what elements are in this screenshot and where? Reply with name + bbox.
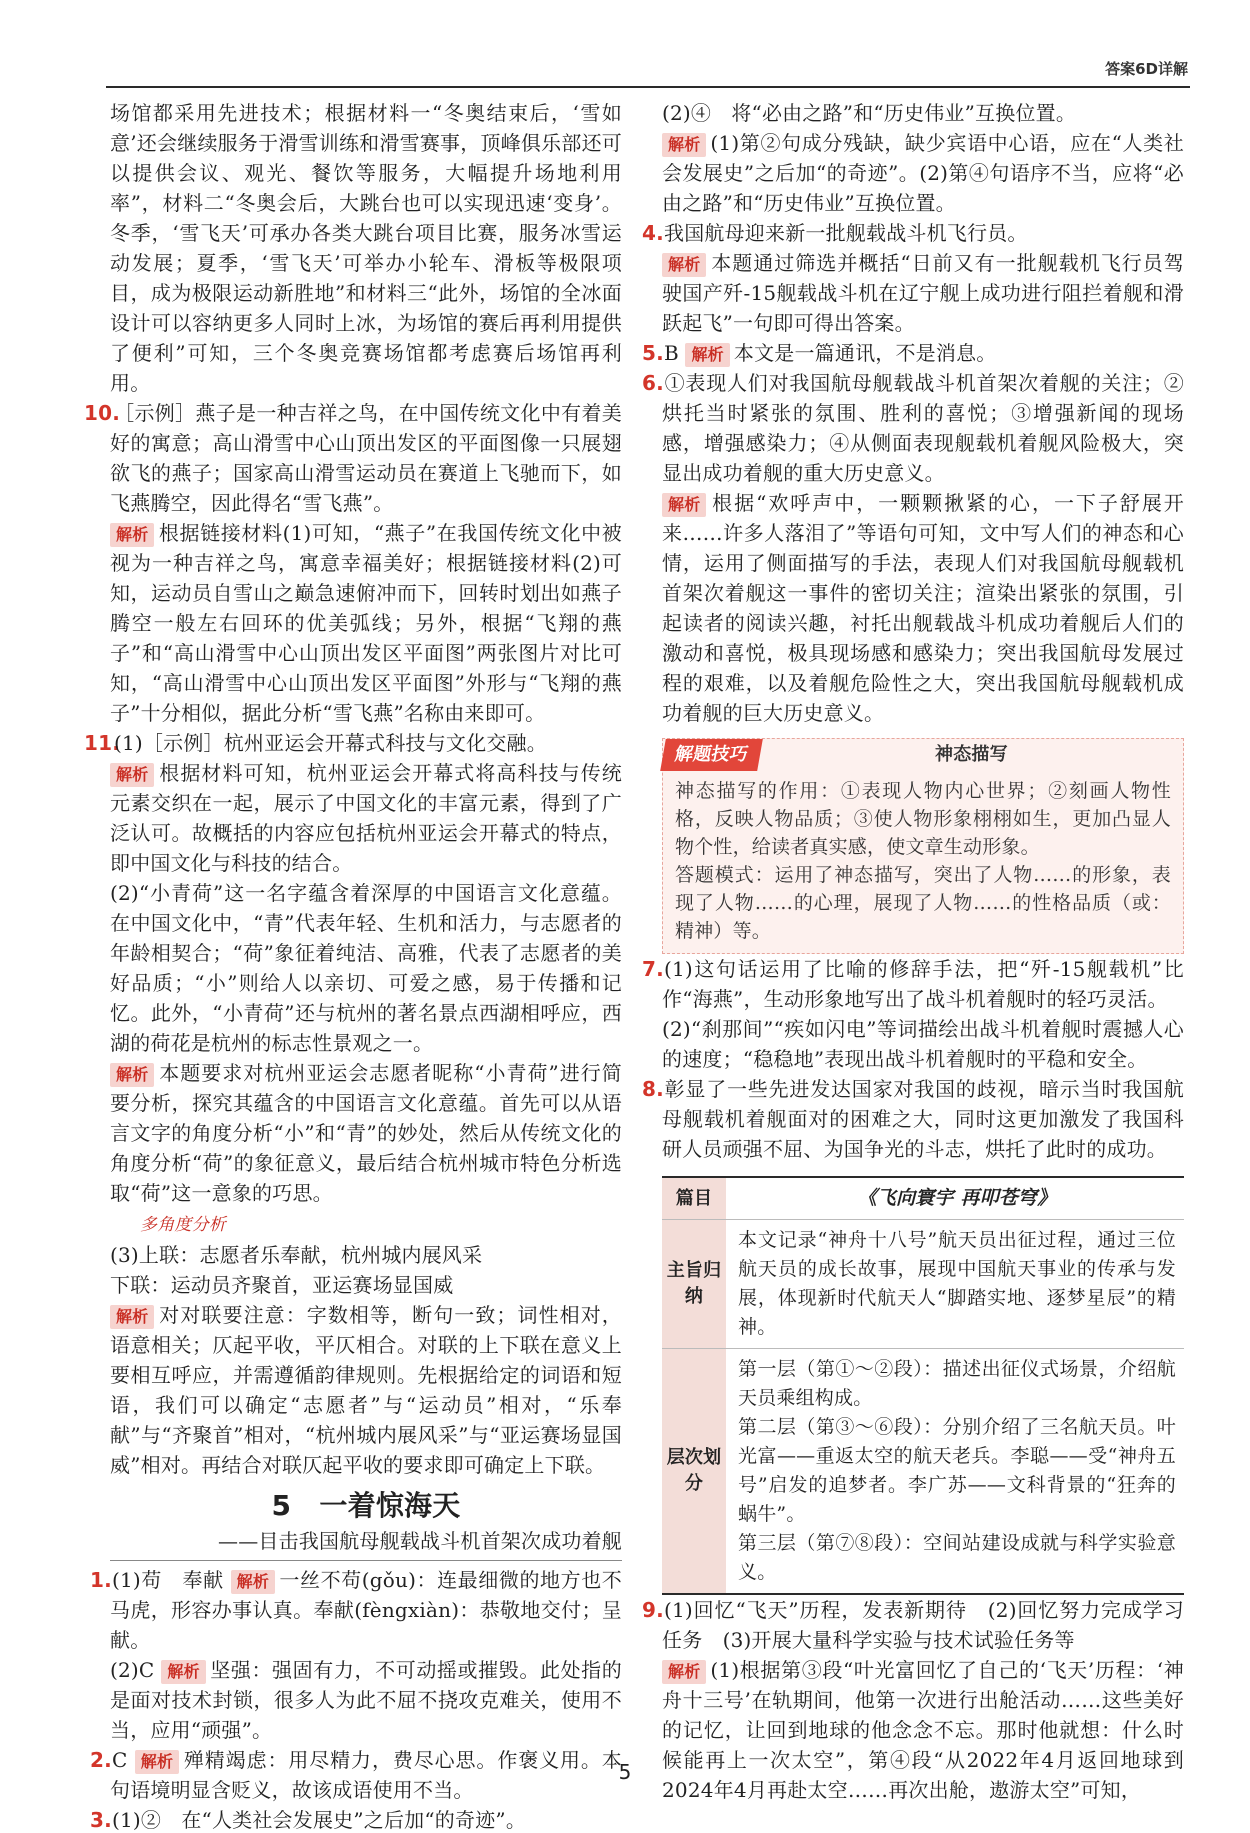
question-number: 4. (642, 221, 664, 245)
outline-row (662, 1349, 1184, 1593)
question-number: 7. (642, 957, 664, 981)
answer-3-2: (2)④ 将“必由之路”和“历史伟业”互换位置。 (662, 101, 1077, 125)
theme-text: 本文记录“神舟十八号”航天员出征过程，通过三位航天员的成长故事，展现中国航天事业的传承与发展，体现新时代航天人“脚踏实地、逐梦星辰”的精神。 (738, 1229, 1176, 1338)
layers-content (726, 1349, 1184, 1593)
question-3: 3.(1)② 在“人类社会发展史”之后加“的奇迹”。 (110, 1805, 622, 1833)
analysis-10 (110, 518, 622, 728)
question-7: 7.(1)这句话运用了比喻的修辞手法，把“歼-15舰载机”比作“海燕”，生动形象地写出了战斗机着舰时的轻巧灵活。 (662, 954, 1184, 1014)
analysis-4: 解析 本题通过筛选并概括“日前又有一批舰载机飞行员驾驶国产歼-15舰载战斗机在辽宁舰上成功进行阻拦着舰和滑跃起飞”一句即可得出答案。 (662, 251, 1184, 335)
analysis-tag: 解析 (110, 1305, 154, 1329)
tips-box (662, 738, 1184, 954)
tips-text: 神态描写的作用：①表现人物内心世界；②刻画人物性格，反映人物品质；③使人物形象栩栩如生，更加凸显人物个性，给读者真实感，使文章生动形象。 (675, 780, 1171, 858)
tips-title: 神态描写 (935, 744, 1008, 765)
question-number: 10. (84, 401, 121, 425)
layer-text: 第三层（第⑦⑧段）：空间站建设成就与科学实验意义。 (738, 1532, 1176, 1583)
analysis-tag: 解析 (685, 343, 729, 367)
lesson-title: 5 一着惊海天 (271, 1489, 461, 1522)
analysis-text: 本题要求对杭州亚运会志愿者昵称“小青荷”进行简要分析，探究其蕴含的中国语言文化意蕴。首先可以从语言文字的角度分析“小”和“青”的妙处，然后从传统文化的角度分析“荷”的象征意义，最后结合杭州城市特色分析选取“荷”这一意象的巧思。 (110, 1061, 622, 1205)
page-header-label: 答案6D详解 (1105, 60, 1188, 78)
question-number: 2. (90, 1748, 112, 1772)
question-1: 1.(1)苟 奉献 解析 一丝不苟(gǒu)：连最细微的地方也不马虎，形容办事认真。奉献(fèngxiàn)：恭敬地交付；呈献。 (110, 1565, 622, 1655)
question-6: 6.①表现人们对我国航母舰载战斗机首架次着舰的关注；②烘托当时紧张的氛围、胜利的喜悦；③增强新闻的现场感，增强感染力；④从侧面表现舰载机着舰风险极大，突显出成功着舰的重大历史意义。 (662, 368, 1184, 488)
analysis-11-1 (110, 758, 622, 878)
analysis-tag: 解析 (110, 523, 154, 547)
page-number: 5 (618, 1760, 632, 1784)
question-2: 2.C 解析 殚精竭虑：用尽精力，费尽心思。作褒义用。本句语境明显含贬义，故该成语使用不当。 (110, 1745, 622, 1805)
lesson-subtitle: ——目击我国航母舰载战斗机首架次成功着舰 (110, 1526, 622, 1561)
question-number: 11. (84, 731, 121, 755)
right-column (642, 98, 1184, 1805)
answer-11-3a: (3)上联：志愿者乐奉献，杭州城内展风采 (110, 1243, 483, 1267)
outline-row (662, 1220, 1184, 1349)
question-9: 9.(1)回忆“飞天”历程，发表新期待 (2)回忆努力完成学习任务 (3)开展大量科学实验与技术试验任务等 (662, 1595, 1184, 1655)
analysis-11-2 (110, 1058, 622, 1208)
tips-header (663, 739, 1183, 771)
outline-row (662, 1178, 1184, 1220)
analysis-tag: 解析 (110, 763, 154, 787)
question-number: 8. (642, 1077, 664, 1101)
article-title: 《飞向寰宇 再叩苍穹》 (857, 1187, 1057, 1209)
answer-text: ［示例］燕子是一种吉祥之鸟，在中国传统文化中有着美好的寓意；高山滑雪中心山顶出发区的平面图像一只展翅欲飞的燕子；国家高山滑雪运动员在赛道上飞驰而下，如飞燕腾空，因此得名“雪飞燕”。 (110, 401, 622, 515)
question-8: 8.彰显了一些先进发达国家对我国的歧视，暗示当时我国航母舰载机着舰面对的困难之大，同时这更加激发了我国科研人员顽强不屈、为国争光的斗志，烘托了此时的成功。 (662, 1074, 1184, 1164)
question-4: 4.我国航母迎来新一批舰载战斗机飞行员。 (662, 218, 1184, 248)
analysis-tag: 解析 (662, 1660, 706, 1684)
question-10 (84, 398, 622, 518)
question-number: 9. (642, 1598, 664, 1622)
handwritten-note: 多角度分析 (140, 1215, 226, 1235)
answer-11-3b: 下联：运动员齐聚首，亚运赛场显国威 (110, 1273, 454, 1297)
left-column (84, 98, 623, 1833)
analysis-6: 解析 根据“欢呼声中，一颗颗揪紧的心，一下子舒展开来……许多人落泪了”等语句可知，文中写人们的神态和心情，运用了侧面描写的手法，表现人们对我国航母舰载机首架次着舰这一事件的密切关注；渲染出紧张的氛围，引起读者的阅读兴趣，衬托出舰载战斗机成功着舰后人们的激动和喜悦，极具现场感和感染力；突出我国航母发展过程的艰难，以及着舰危险性之大，突出我国航母舰载机成功着舰的巨大历史意义。 (662, 491, 1184, 725)
analysis-tag: 解析 (110, 1063, 154, 1087)
analysis-tag: 解析 (662, 493, 706, 517)
outline-label: 篇目 (662, 1178, 726, 1219)
header-rule (106, 86, 1190, 88)
question-number: 1. (90, 1568, 112, 1592)
question-5: 5.B 解析 本文是一篇通讯，不是消息。 (662, 338, 1184, 368)
answer-7-2: (2)“刹那间”“疾如闪电”等词描绘出战斗机着舰时震撼人心的速度；“稳稳地”表现出战斗机着舰时的平稳和安全。 (662, 1017, 1184, 1071)
analysis-text: 根据材料可知，杭州亚运会开幕式将高科技与传统元素交织在一起，展示了中国文化的丰富元素，得到了广泛认可。故概括的内容应包括杭州亚运会开幕式的特点，即中国文化与科技的结合。 (110, 761, 622, 875)
layer-text: 第一层（第①～②段）：描述出征仪式场景，介绍航天员乘组构成。 (738, 1358, 1176, 1409)
answer-11-2: (2)“小青荷”这一名字蕴含着深厚的中国语言文化意蕴。在中国文化中，“青”代表年轻、生机和活力，与志愿者的年龄相契合；“荷”象征着纯洁、高雅，代表了志愿者的美好品质；“小”则给人以亲切、可爱之感，易于传播和记忆。此外，“小青荷”还与杭州的著名景点西湖相呼应，西湖的荷花是杭州的标志性景观之一。 (110, 881, 622, 1055)
tips-text: 答题模式：运用了神态描写，突出了人物……的形象，表现了人物……的心理，展现了人物……的性格品质（或：精神）等。 (675, 864, 1171, 942)
question-number: 5. (642, 341, 664, 365)
paragraph: 场馆都采用先进技术；根据材料一“冬奥结束后，‘雪如意’还会继续服务于滑雪训练和滑雪赛事，顶峰俱乐部还可以提供会议、观光、餐饮等服务，大幅提升场地利用率”，材料二“冬奥会后，大跳台也可以实现迅速‘变身’。冬季，‘雪飞天’可承办各类大跳台项目比赛，服务冰雪运动发展；夏季，‘雪飞天’可举办小轮车、滑板等极限项目，成为极限运动新胜地”和材料三“此外，场馆的全冰面设计可以容纳更多人同时上冰，为场馆的赛后再利用提供了便利”可知，三个冬奥竞赛场馆都考虑赛后场馆再利用。 (110, 101, 622, 395)
outline-label: 层次划分 (662, 1349, 726, 1593)
analysis-text: 对对联要注意：字数相等，断句一致；词性相对，语意相关；仄起平收，平仄相合。对联的上下联在意义上要相互呼应，并需遵循韵律规则。先根据给定的词语和短语，我们可以确定“志愿者”与“运动员”相对，“乐奉献”与“齐聚首”相对，“杭州城内展风采”与“亚运赛场显国威”相对。再结合对联仄起平收的要求即可确定上下联。 (110, 1303, 622, 1477)
answer-text: (1)［示例］杭州亚运会开幕式科技与文化交融。 (114, 731, 547, 755)
question-1-2: (2)C 解析 坚强：强固有力，不可动摇或摧毁。此处指的是面对技术封锁，很多人为此不屈不挠攻克难关，使用不当，应用“顽强”。 (110, 1658, 622, 1742)
question-11 (84, 728, 622, 758)
question-number: 6. (642, 371, 664, 395)
outline-label: 主旨归纳 (662, 1220, 726, 1348)
analysis-tag: 解析 (161, 1660, 205, 1684)
analysis-tag: 解析 (135, 1750, 179, 1774)
analysis-11-3 (110, 1300, 622, 1480)
analysis-tag: 解析 (662, 253, 706, 277)
analysis-9: 解析 (1)根据第③段“叶光富回忆了自己的‘飞天’历程：‘神舟十三号’在轨期间，他第一次进行出舱活动……这些美好的记忆，让回到地球的他念念不忘。那时他就想：什么时候能再上一次太空”，第④段“从2022年4月返回地球到2024年4月再赴太空……再次出舱，遨游太空”可知， (662, 1658, 1184, 1802)
tips-badge: 解题技巧 (660, 739, 762, 771)
outline-table (662, 1176, 1184, 1595)
question-number: 3. (90, 1808, 112, 1832)
layer-text: 第二层（第③～⑥段）：分别介绍了三名航天员。叶光富——重返太空的航天老兵。李聪——受“神舟五号”启发的追梦者。李广苏——文科背景的“狂奔的蜗牛”。 (738, 1416, 1176, 1525)
analysis-text: 根据链接材料(1)可知，“燕子”在我国传统文化中被视为一种吉祥之鸟，寓意幸福美好；根据链接材料(2)可知，运动员自雪山之巅急速俯冲而下，回转时划出如燕子腾空一般左右回环的优美弧线；另外，根据“飞翔的燕子”和“高山滑雪中心山顶出发区平面图”两张图片对比可知，“高山滑雪中心山顶出发区平面图”外形与“飞翔的燕子”十分相似，据此分析“雪飞燕”名称由来即可。 (110, 521, 622, 725)
analysis-tag: 解析 (231, 1570, 275, 1594)
analysis-3: 解析 (1)第②句成分残缺，缺少宾语中心语，应在“人类社会发展史”之后加“的奇迹”。(2)第④句语序不当，应将“必由之路”和“历史伟业”互换位置。 (662, 131, 1184, 215)
analysis-tag: 解析 (662, 133, 706, 157)
